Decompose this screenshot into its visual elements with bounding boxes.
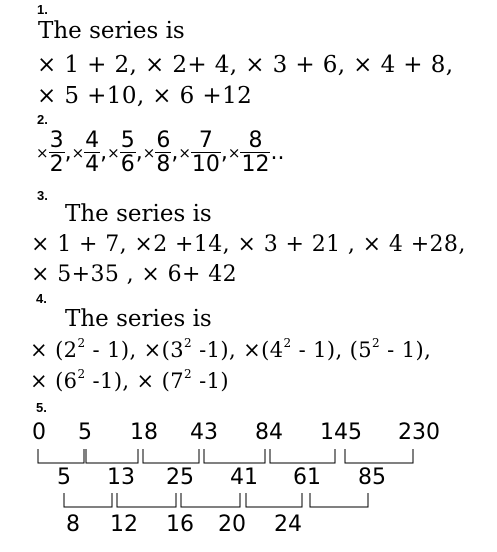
tree-value: 61 — [293, 465, 321, 490]
numerator: 3 — [49, 128, 64, 153]
series-line: × 5 +10, × 6 +12 — [37, 83, 253, 109]
bracket — [270, 449, 335, 463]
tree-value: 41 — [230, 465, 258, 490]
bracket — [38, 449, 84, 463]
item-number: 2. — [37, 112, 48, 127]
bracket — [86, 449, 138, 463]
denominator: 4 — [85, 152, 100, 177]
tree-value: 230 — [398, 420, 440, 445]
tree-value: 145 — [320, 420, 362, 445]
fraction-series: × $\frac{3}{2}$ ,× $\frac{4}{4}$ ,× $\frac{5}{6}$ ,× $\frac{6}{8}$ ,× $\frac{7}{10}$ ,× $\frac{8}{12}$ .. — [36, 128, 285, 177]
item-number: 3. — [37, 188, 48, 203]
item-title: The series is — [38, 18, 185, 44]
tree-value: 43 — [190, 420, 218, 445]
bracket — [310, 493, 368, 507]
numerator: 6 — [156, 128, 171, 153]
bracket — [345, 449, 413, 463]
tree-value: 5 — [78, 420, 92, 445]
denominator: 8 — [156, 152, 171, 177]
tree-value: 18 — [130, 420, 158, 445]
series-line: × 1 + 7, ×2 +14, × 3 + 21 , × 4 +28, — [31, 232, 466, 257]
bracket — [143, 449, 199, 463]
series-line: × ($6^2$ -1), × ($7^2$ -1) — [30, 367, 229, 393]
item-title: The series is — [65, 201, 212, 227]
tree-value: 5 — [57, 465, 71, 490]
numerator: 4 — [85, 128, 100, 153]
item-title: The series is — [65, 306, 212, 332]
bracket — [204, 449, 265, 463]
series-line: × $(2^2 - 1)$, $\times(3^2$ -1), $\times(4^2 - 1)$, $(5^2 - 1)$, — [30, 336, 432, 362]
tree-value: 20 — [218, 512, 246, 537]
series-line: × 5+35 , × 6+ 42 — [31, 262, 238, 287]
denominator: 2 — [49, 152, 64, 177]
tree-value: 13 — [107, 465, 135, 490]
bracket — [181, 493, 240, 507]
denominator: 12 — [241, 152, 270, 177]
denominator: 6 — [120, 152, 135, 177]
trailing-dots: .. — [270, 140, 285, 165]
item-number: 4. — [36, 291, 47, 306]
numerator: 8 — [248, 128, 263, 153]
tree-value: 16 — [166, 512, 194, 537]
numerator: 7 — [198, 128, 213, 153]
tree-value: 12 — [110, 512, 138, 537]
bracket — [64, 493, 112, 507]
tree-value: 25 — [166, 465, 194, 490]
tree-value: 8 — [66, 512, 80, 537]
numerator: 5 — [120, 128, 135, 153]
tree-value: 0 — [32, 420, 46, 445]
denominator: 10 — [191, 152, 220, 177]
times-sign: × — [36, 144, 49, 162]
item-number: 1. — [37, 2, 48, 17]
bracket — [117, 493, 176, 507]
item-number: 5. — [36, 400, 47, 415]
tree-value: 84 — [255, 420, 283, 445]
bracket — [246, 493, 302, 507]
tree-value: 24 — [274, 512, 302, 537]
tree-value: 85 — [358, 465, 386, 490]
series-line: × 1 + 2, × 2+ 4, × 3 + 6, × 4 + 8, — [37, 52, 454, 78]
